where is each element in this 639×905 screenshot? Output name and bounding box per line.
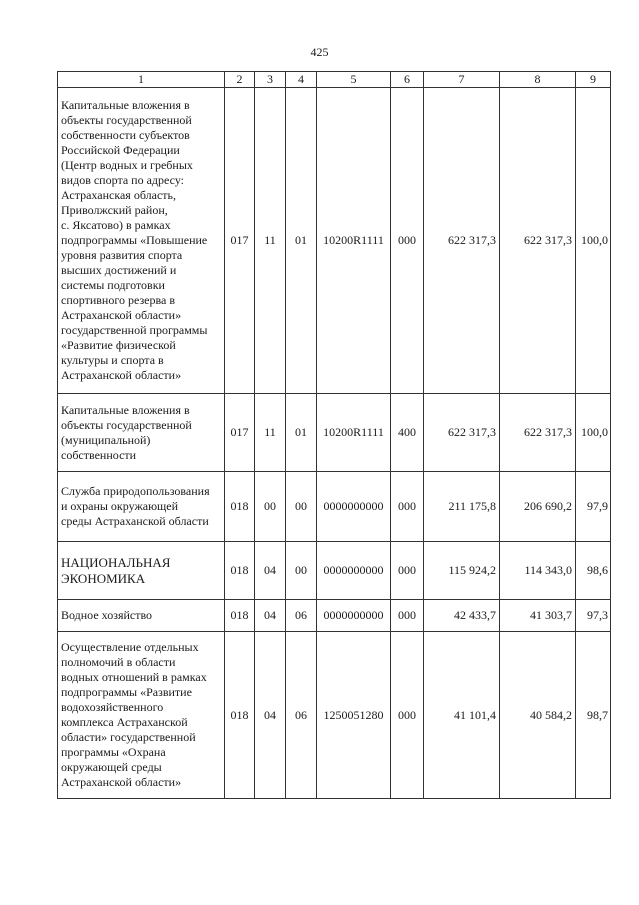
cell-percent: 100,0 [576, 88, 611, 394]
row-name: Водное хозяйство [58, 600, 225, 632]
cell-section: 11 [255, 88, 286, 394]
cell-admin-code: 017 [225, 88, 255, 394]
cell-section: 04 [255, 542, 286, 600]
header-cell-5: 5 [317, 72, 391, 88]
table-row [58, 632, 611, 799]
cell-subsection: 06 [286, 632, 317, 799]
cell-actual: 114 343,0 [500, 542, 576, 600]
cell-percent: 98,6 [576, 542, 611, 600]
table-row [58, 472, 611, 542]
header-cell-2: 2 [225, 72, 255, 88]
cell-admin-code: 018 [225, 472, 255, 542]
row-name: Капитальные вложения в объекты государственной собственности субъектов Российской Федерации (Центр водных и гребных видов спорта по адресу: Астраханская область, Приволжский район, с. Яксатово) в рамках подпрограммы «Повышение уровня развития спорта высших достижений и системы подготовки спортивного резерва в Астраханской области» государственной программы «Развитие физической культуры и спорта в Астраханской области» [58, 88, 225, 394]
row-name: Осуществление отдельных полномочий в области водных отношений в рамках подпрограммы «Развитие водохозяйственного комплекса Астраханской области» государственной программы «Охрана окружающей среды Астраханской области» [58, 632, 225, 799]
cell-actual: 622 317,3 [500, 88, 576, 394]
cell-percent: 98,7 [576, 632, 611, 799]
cell-subsection: 00 [286, 542, 317, 600]
cell-expense-type: 000 [391, 600, 424, 632]
cell-subsection: 06 [286, 600, 317, 632]
cell-expense-type: 000 [391, 472, 424, 542]
cell-plan: 42 433,7 [424, 600, 500, 632]
page-number: 425 [310, 45, 329, 59]
row-name: Капитальные вложения в объекты государственной (муниципальной) собственности [58, 394, 225, 472]
cell-actual: 622 317,3 [500, 394, 576, 472]
table-row [58, 394, 611, 472]
header-cell-4: 4 [286, 72, 317, 88]
cell-expense-type: 000 [391, 88, 424, 394]
cell-plan: 622 317,3 [424, 394, 500, 472]
budget-table [57, 71, 611, 799]
cell-actual: 41 303,7 [500, 600, 576, 632]
cell-subsection: 01 [286, 88, 317, 394]
cell-subsection: 00 [286, 472, 317, 542]
cell-percent: 97,9 [576, 472, 611, 542]
cell-section: 04 [255, 632, 286, 799]
header-cell-8: 8 [500, 72, 576, 88]
cell-section: 04 [255, 600, 286, 632]
header-cell-6: 6 [391, 72, 424, 88]
row-name: НАЦИОНАЛЬНАЯ ЭКОНОМИКА [58, 542, 225, 600]
cell-percent: 100,0 [576, 394, 611, 472]
cell-section: 00 [255, 472, 286, 542]
header-cell-1: 1 [58, 72, 225, 88]
cell-target-article: 10200R1111 [317, 88, 391, 394]
cell-plan: 622 317,3 [424, 88, 500, 394]
cell-percent: 97,3 [576, 600, 611, 632]
cell-plan: 211 175,8 [424, 472, 500, 542]
cell-plan: 115 924,2 [424, 542, 500, 600]
header-row [58, 72, 611, 88]
cell-target-article: 10200R1111 [317, 394, 391, 472]
cell-actual: 206 690,2 [500, 472, 576, 542]
cell-admin-code: 018 [225, 542, 255, 600]
cell-target-article: 1250051280 [317, 632, 391, 799]
header-cell-9: 9 [576, 72, 611, 88]
cell-admin-code: 018 [225, 600, 255, 632]
table-row [58, 542, 611, 600]
cell-admin-code: 017 [225, 394, 255, 472]
cell-target-article: 0000000000 [317, 542, 391, 600]
table-row [58, 600, 611, 632]
cell-target-article: 0000000000 [317, 600, 391, 632]
cell-plan: 41 101,4 [424, 632, 500, 799]
cell-expense-type: 000 [391, 542, 424, 600]
header-cell-3: 3 [255, 72, 286, 88]
cell-section: 11 [255, 394, 286, 472]
row-name: Служба природопользования и охраны окружающей среды Астраханской области [58, 472, 225, 542]
table-row [58, 88, 611, 394]
cell-expense-type: 400 [391, 394, 424, 472]
cell-admin-code: 018 [225, 632, 255, 799]
cell-expense-type: 000 [391, 632, 424, 799]
header-cell-7: 7 [424, 72, 500, 88]
cell-target-article: 0000000000 [317, 472, 391, 542]
cell-actual: 40 584,2 [500, 632, 576, 799]
cell-subsection: 01 [286, 394, 317, 472]
